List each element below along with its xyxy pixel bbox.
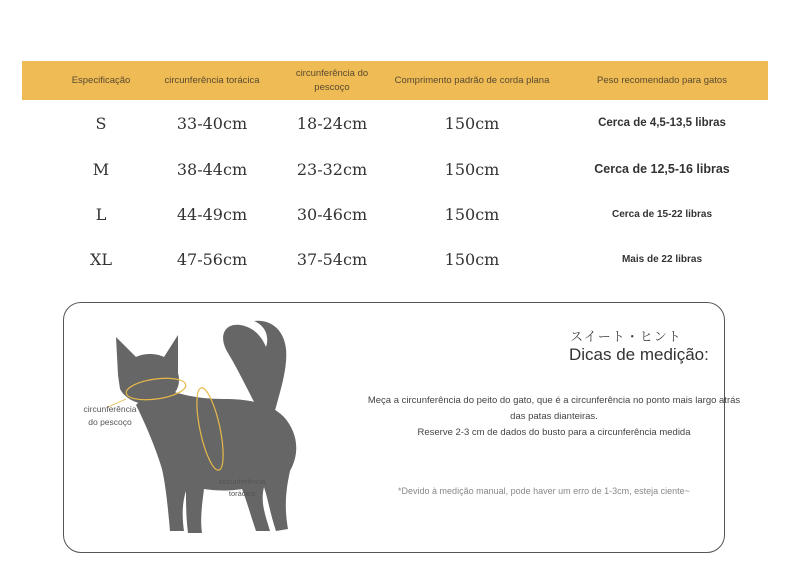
measurement-tips-panel [63, 302, 741, 553]
cell-rope-length: 150cm [444, 249, 500, 269]
cell-chest: 38-44cm [176, 159, 248, 179]
cell-weight: Cerca de 15-22 libras [611, 208, 713, 220]
chest-circumference-label: circunferência torácica [218, 477, 266, 498]
header-rope-length: Comprimento padrão de corda plana [394, 74, 550, 86]
tips-body [364, 393, 744, 441]
cell-rope-length: 150cm [444, 204, 500, 224]
cat-head [116, 335, 179, 404]
header-weight: Peso recomendado para gatos [597, 74, 727, 86]
cell-weight: Mais de 22 libras [621, 253, 703, 265]
table-row [22, 237, 768, 281]
cell-neck: 37-54cm [296, 249, 368, 269]
header-chest: circunferência torácica [164, 74, 260, 86]
tips-line-2: Reserve 2-3 cm de dados do busto para a circunferência medida [417, 427, 691, 438]
cell-neck: 23-32cm [296, 159, 368, 179]
cell-rope-length: 150cm [444, 113, 500, 133]
cell-weight: Cerca de 4,5-13,5 libras [598, 117, 726, 129]
cell-chest: 33-40cm [176, 113, 248, 133]
neck-circumference-label: circunferência do pescoço [83, 404, 137, 427]
tips-title: Dicas de medição: [569, 345, 709, 364]
cell-neck: 18-24cm [296, 113, 368, 133]
header-spec: Especificação [71, 74, 131, 86]
cell-size: S [95, 113, 107, 133]
table-row [22, 101, 768, 145]
table-header [22, 61, 768, 100]
tips-disclaimer: *Devido à medição manual, pode haver um erro de 1-3cm, esteja ciente~ [398, 486, 690, 496]
size-table [22, 61, 768, 269]
cell-size: L [95, 204, 107, 224]
cell-size: XL [89, 249, 112, 269]
tips-line-1: Meça a circunferência do peito do gato, que é a circunferência no ponto mais largo atrás das patas dianteiras. [367, 395, 741, 422]
header-neck: circunferência do pescoço [295, 67, 369, 93]
tips-japanese-title: スイート・ヒント [570, 330, 682, 345]
cell-size: M [92, 159, 110, 179]
cell-weight: Cerca de 12,5-16 libras [594, 162, 730, 176]
cell-chest: 47-56cm [176, 249, 248, 269]
cell-chest: 44-49cm [176, 204, 248, 224]
table-row [22, 147, 768, 191]
table-row [22, 192, 768, 236]
cell-neck: 30-46cm [296, 204, 368, 224]
cell-rope-length: 150cm [444, 159, 500, 179]
